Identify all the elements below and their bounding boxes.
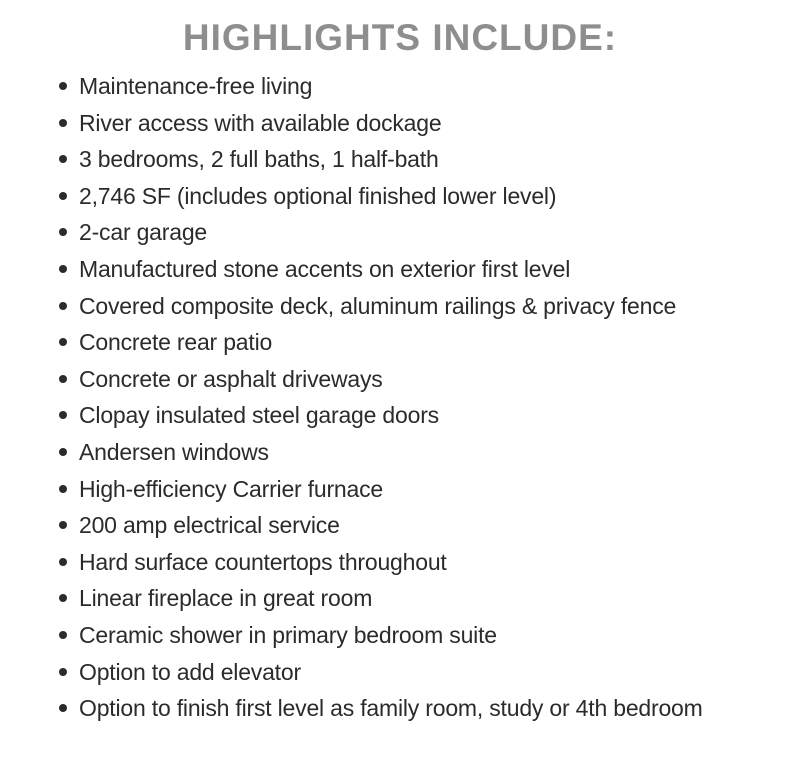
list-item-text: Option to add elevator <box>79 658 301 685</box>
bullet-icon <box>59 558 67 566</box>
list-item <box>58 214 780 251</box>
bullet-icon <box>59 338 67 346</box>
list-item <box>58 507 780 544</box>
list-item <box>58 434 780 471</box>
list-item-text: Covered composite deck, aluminum railings & privacy fence <box>79 292 677 319</box>
bullet-icon <box>59 82 67 90</box>
bullet-icon <box>59 155 67 163</box>
list-item-text: Manufactured stone accents on exterior first level <box>79 255 571 282</box>
list-item-text: Andersen windows <box>79 438 269 465</box>
page-title: HIGHLIGHTS INCLUDE: <box>182 17 618 58</box>
list-item <box>58 105 780 142</box>
list-item <box>58 251 780 288</box>
list-item-text: River access with available dockage <box>79 109 442 136</box>
list-item-text: Concrete or asphalt driveways <box>79 365 383 392</box>
list-item <box>58 141 780 178</box>
list-item-text: High-efficiency Carrier furnace <box>79 475 383 502</box>
bullet-icon <box>59 265 67 273</box>
bullet-icon <box>59 375 67 383</box>
list-item-text: 200 amp electrical service <box>79 512 340 539</box>
list-item <box>58 397 780 434</box>
list-item <box>58 617 780 654</box>
bullet-icon <box>59 485 67 493</box>
list-item-text: Option to finish first level as family room, study or 4th bedroom <box>79 695 703 722</box>
list-item <box>58 178 780 215</box>
bullet-icon <box>59 704 67 712</box>
list-item-text: Concrete rear patio <box>79 329 273 356</box>
highlights-list <box>0 68 800 727</box>
list-item <box>58 690 780 727</box>
list-item-text: 2-car garage <box>79 219 208 246</box>
bullet-icon <box>59 668 67 676</box>
bullet-icon <box>59 192 67 200</box>
bullet-icon <box>59 631 67 639</box>
list-item <box>58 654 780 691</box>
bullet-icon <box>59 228 67 236</box>
bullet-icon <box>59 411 67 419</box>
list-item-text: Hard surface countertops throughout <box>79 548 447 575</box>
bullet-icon <box>59 521 67 529</box>
list-item <box>58 324 780 361</box>
bullet-icon <box>59 119 67 127</box>
list-item <box>58 361 780 398</box>
bullet-icon <box>59 302 67 310</box>
list-item-text: 2,746 SF (includes optional finished lower level) <box>79 182 557 209</box>
bullet-icon <box>59 594 67 602</box>
list-item <box>58 580 780 617</box>
list-item-text: 3 bedrooms, 2 full baths, 1 half-bath <box>79 146 439 173</box>
list-item-text: Clopay insulated steel garage doors <box>79 402 439 429</box>
list-item <box>58 471 780 508</box>
list-item-text: Maintenance-free living <box>79 73 313 99</box>
list-item <box>58 544 780 581</box>
list-item <box>58 288 780 325</box>
list-item-text: Linear fireplace in great room <box>79 585 373 612</box>
list-item-text: Ceramic shower in primary bedroom suite <box>79 621 497 648</box>
bullet-icon <box>59 448 67 456</box>
list-item <box>58 68 780 105</box>
